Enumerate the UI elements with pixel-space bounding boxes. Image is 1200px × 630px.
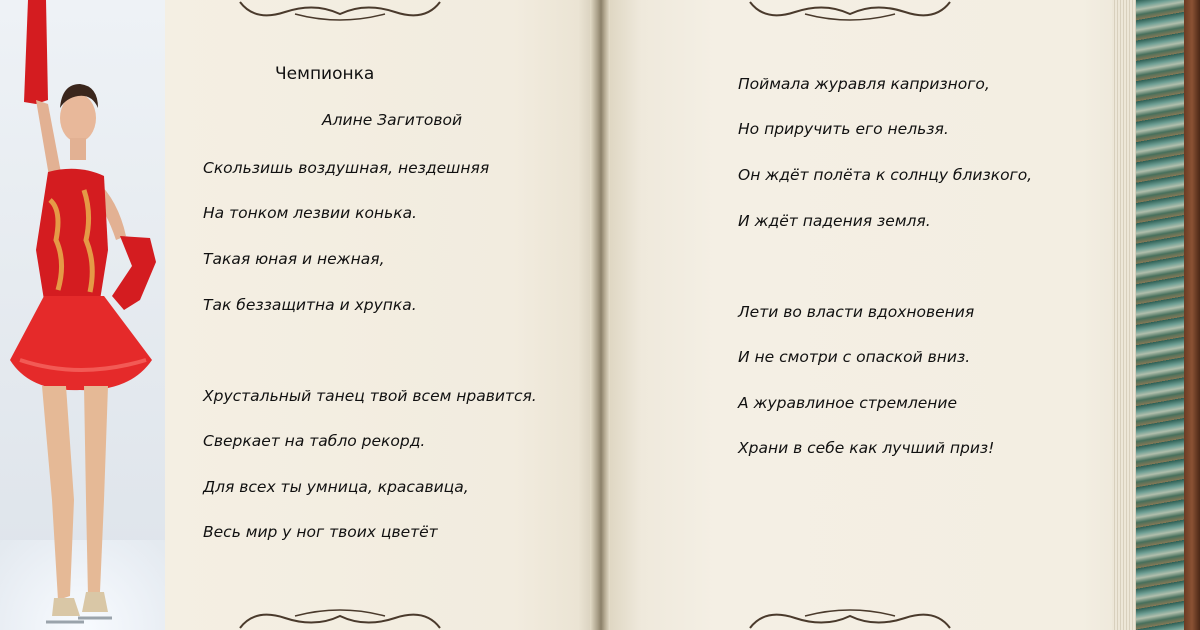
skater-figure	[0, 0, 165, 630]
poem-line: И ждёт падения земля.	[738, 212, 931, 230]
cover-binding	[1184, 0, 1200, 630]
page-edges	[1112, 0, 1136, 630]
skater-photo	[0, 0, 165, 630]
poem-line: Для всех ты умница, красавица,	[203, 478, 469, 496]
poem-line: Такая юная и нежная,	[203, 250, 385, 268]
bottom-left-ornament	[235, 606, 445, 630]
poem-line: На тонком лезвии конька.	[203, 204, 417, 222]
poem-line: Храни в себе как лучший приз!	[738, 439, 995, 457]
poem-line: Так беззащитна и хрупка.	[203, 296, 417, 314]
poem-line: Лети во власти вдохновения	[738, 303, 975, 321]
poem-line: Скользишь воздушная, нездешняя	[203, 159, 490, 177]
poem-dedication: Алине Загитовой	[322, 111, 463, 129]
poem-line: Он ждёт полёта к солнцу близкого,	[738, 166, 1033, 184]
poem-line: Сверкает на табло рекорд.	[203, 432, 426, 450]
poem-line: И не смотри с опаской вниз.	[738, 348, 971, 366]
poem-line: А журавлиное стремление	[738, 394, 958, 412]
poem-line: Весь мир у ног твоих цветёт	[203, 523, 438, 541]
top-left-ornament	[235, 0, 445, 22]
marbled-cover	[1136, 0, 1184, 630]
bottom-right-ornament	[745, 606, 955, 630]
poem-title: Чемпионка	[275, 64, 375, 84]
poem-line: Хрустальный танец твой всем нравится.	[203, 387, 537, 405]
poem-line: Но приручить его нельзя.	[738, 120, 949, 138]
poem-line: Поймала журавля капризного,	[738, 75, 990, 93]
top-right-ornament	[745, 0, 955, 22]
book-spine	[590, 0, 610, 630]
